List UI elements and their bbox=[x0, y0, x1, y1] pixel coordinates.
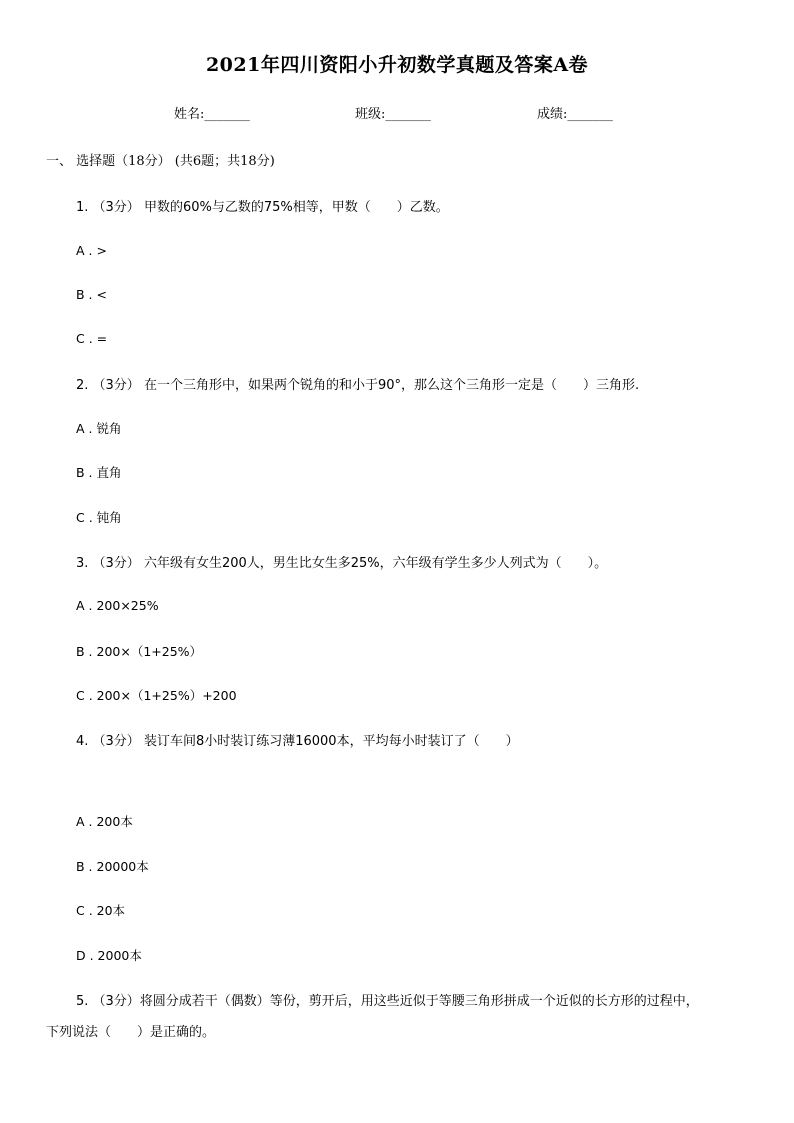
question-1-option-b[interactable]: B . < bbox=[76, 287, 107, 302]
question-3-option-c[interactable]: C . 200×（1+25%）+200 bbox=[76, 688, 237, 703]
section-heading: 一、 选择题（18分） (共6题；共18分) bbox=[46, 154, 275, 169]
name-field[interactable]: 姓名:_______ bbox=[174, 107, 250, 122]
class-field[interactable]: 班级:_______ bbox=[355, 107, 431, 122]
score-field[interactable]: 成绩:_______ bbox=[537, 107, 613, 122]
question-1-option-a[interactable]: A . > bbox=[76, 243, 107, 258]
question-4-stem: 4. （3分） 装订车间8小时装订练习薄16000本，平均每小时装订了（ ） bbox=[76, 734, 519, 749]
question-3-stem: 3. （3分） 六年级有女生200人，男生比女生多25%，六年级有学生多少人列式为（ ）。 bbox=[76, 556, 608, 571]
question-1-option-c[interactable]: C . = bbox=[76, 331, 108, 346]
question-4-option-d[interactable]: D . 2000本 bbox=[76, 948, 142, 963]
question-2-option-c[interactable]: C . 钝角 bbox=[76, 510, 122, 525]
question-5-stem-line-2: 下列说法（ ）是正确的。 bbox=[46, 1025, 216, 1040]
question-4-option-c[interactable]: C . 20本 bbox=[76, 903, 126, 918]
question-3-option-a[interactable]: A . 200×25% bbox=[76, 598, 159, 613]
question-3-option-b[interactable]: B . 200×（1+25%） bbox=[76, 644, 203, 659]
page-title: 2021年四川资阳小升初数学真题及答案A卷 bbox=[205, 54, 589, 76]
question-4-option-b[interactable]: B . 20000本 bbox=[76, 859, 149, 874]
question-2-stem: 2. （3分） 在一个三角形中，如果两个锐角的和小于90°，那么这个三角形一定是（ ）三角形. bbox=[76, 378, 640, 393]
question-4-option-a[interactable]: A . 200本 bbox=[76, 814, 133, 829]
question-5-stem-line-1: 5. （3分）将圆分成若干（偶数）等份，剪开后，用这些近似于等腰三角形拼成一个近似的长方形的过程中， bbox=[76, 994, 699, 1009]
question-1-stem: 1. （3分） 甲数的60%与乙数的75%相等，甲数（ ）乙数。 bbox=[76, 200, 449, 215]
question-2-option-a[interactable]: A . 锐角 bbox=[76, 421, 122, 436]
question-2-option-b[interactable]: B . 直角 bbox=[76, 465, 122, 480]
